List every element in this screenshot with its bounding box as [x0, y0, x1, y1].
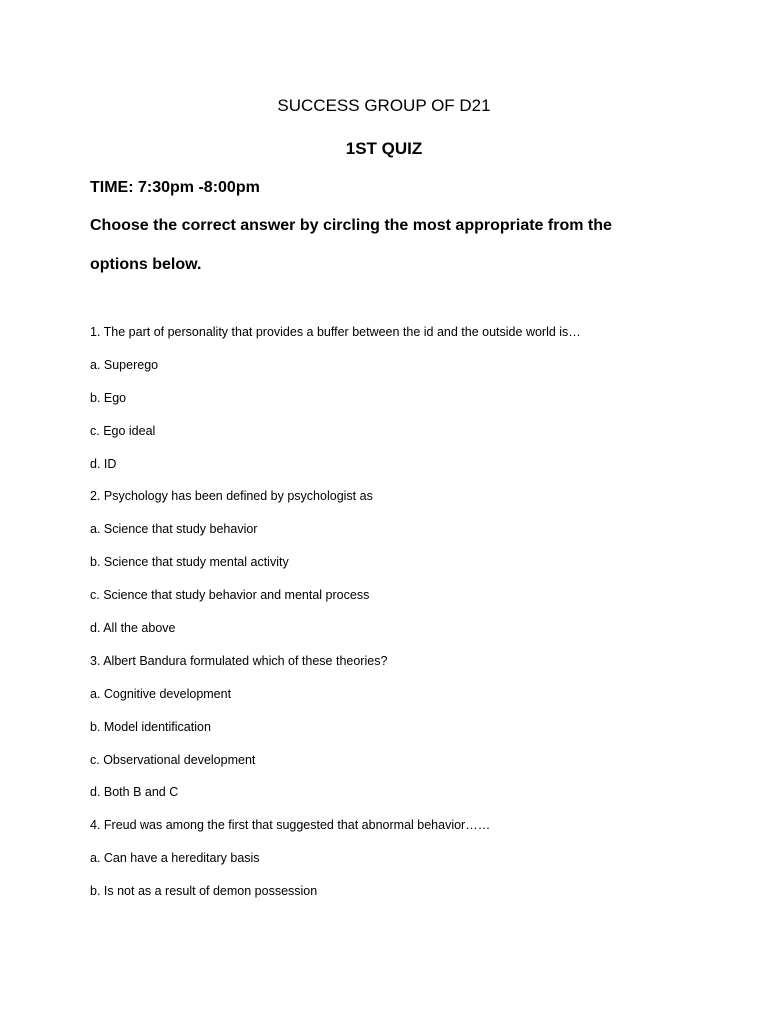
quiz-subtitle: 1ST QUIZ — [345, 139, 423, 158]
question-1-option-b: b. Ego — [90, 391, 127, 405]
question-3-option-a: a. Cognitive development — [90, 687, 232, 701]
question-1: 1. The part of personality that provides a buffer between the id and the outside world is… — [90, 325, 581, 339]
question-4-option-b: b. Is not as a result of demon possession — [90, 884, 318, 898]
question-4: 4. Freud was among the first that suggested that abnormal behavior…… — [90, 818, 491, 832]
question-1-option-a: a. Superego — [90, 358, 159, 372]
document-title: SUCCESS GROUP OF D21 — [277, 96, 491, 115]
question-2-option-b: b. Science that study mental activity — [90, 555, 289, 569]
question-2-option-c: c. Science that study behavior and mental process — [90, 588, 370, 602]
instruction-line-2: options below. — [90, 256, 202, 273]
instruction-line-1: Choose the correct answer by circling the most appropriate from the — [90, 217, 612, 234]
question-2-option-d: d. All the above — [90, 621, 176, 635]
question-3-option-d: d. Both B and C — [90, 785, 179, 799]
question-1-option-d: d. ID — [90, 457, 117, 471]
question-4-option-a: a. Can have a hereditary basis — [90, 851, 260, 865]
question-1-option-c: c. Ego ideal — [90, 424, 156, 438]
question-3: 3. Albert Bandura formulated which of these theories? — [90, 654, 388, 668]
question-2: 2. Psychology has been defined by psychologist as — [90, 489, 373, 503]
question-3-option-c: c. Observational development — [90, 753, 256, 767]
quiz-time: TIME: 7:30pm -8:00pm — [90, 179, 260, 196]
question-2-option-a: a. Science that study behavior — [90, 522, 258, 536]
question-3-option-b: b. Model identification — [90, 720, 211, 734]
